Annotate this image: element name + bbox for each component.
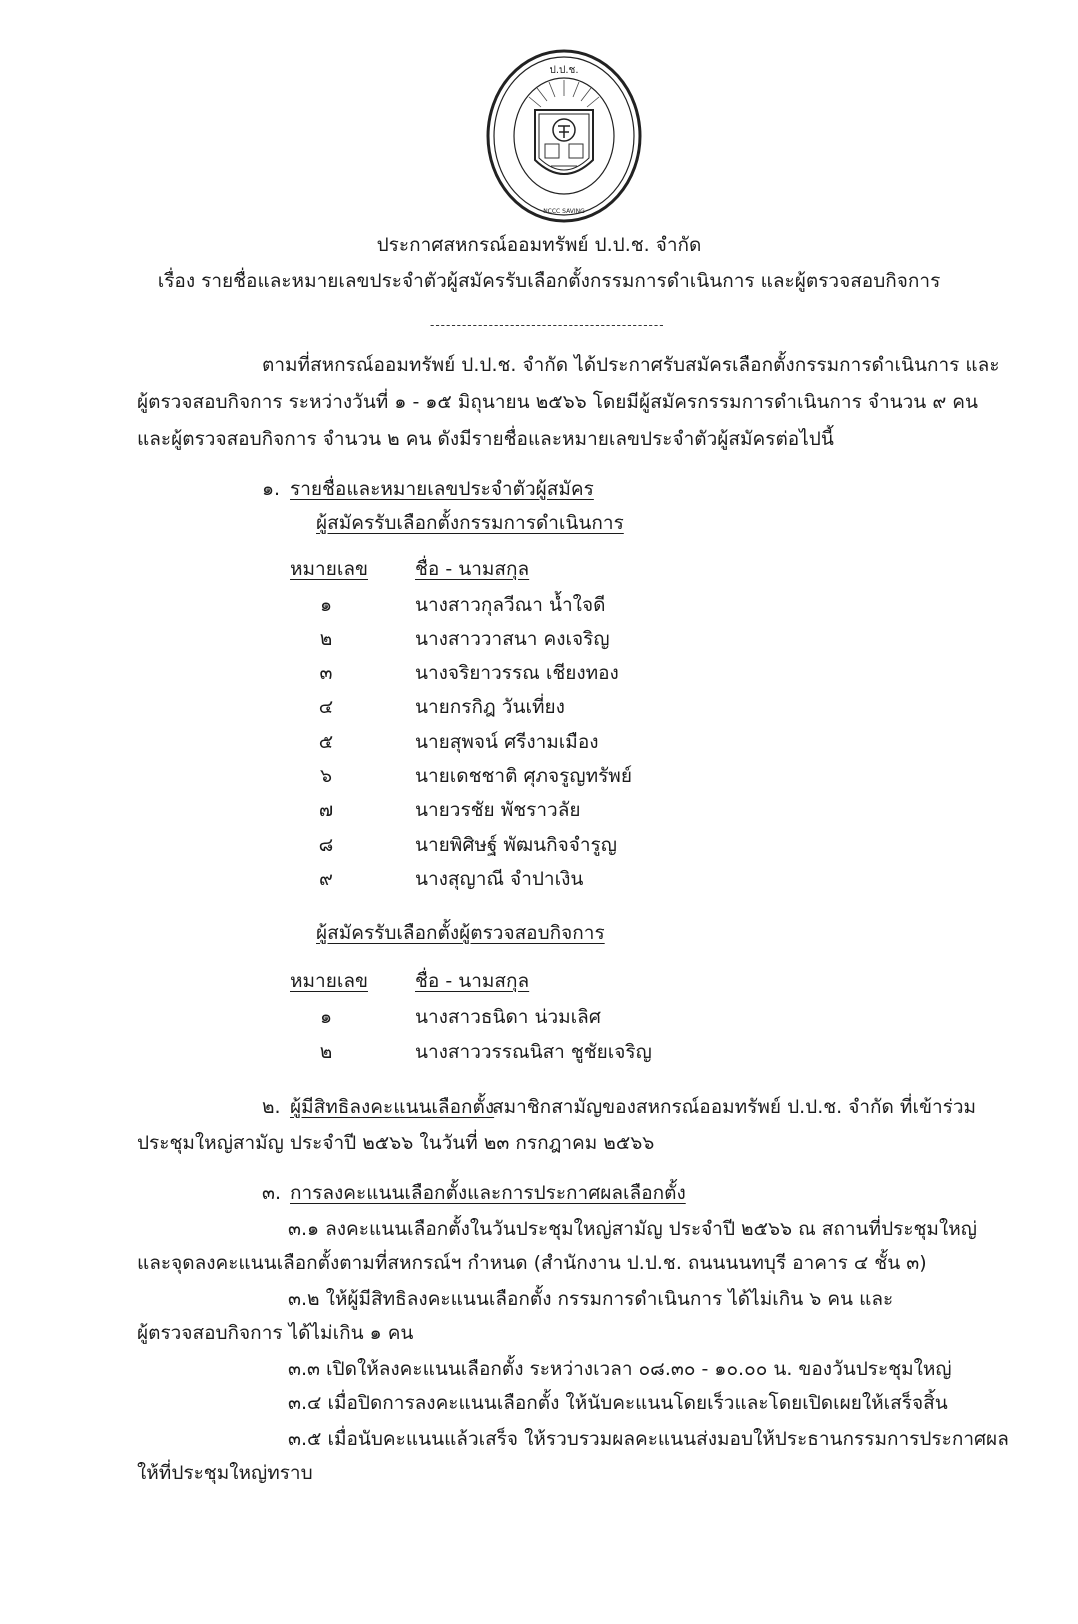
announcement-title: ประกาศสหกรณ์ออมทรัพย์ ป.ป.ช. จำกัด [376,234,702,256]
section3-item-2b: ผู้ตรวจสอบกิจการ ได้ไม่เกิน ๑ คน [137,1322,414,1344]
candidate-name: นายพิศิษฐ์ พัฒนกิจจำรูญ [415,834,617,856]
candidate-name: นางสุญาณี จำปาเงิน [415,868,584,890]
section2-heading: ผู้มีสิทธิลงคะแนนเลือกตั้ง [290,1096,495,1118]
section2-number: ๒. [262,1096,281,1118]
section3-number: ๓. [262,1182,282,1204]
section2-text-1: สมาชิกสามัญของสหกรณ์ออมทรัพย์ ป.ป.ช. จำกัด ที่เข้าร่วม [492,1096,977,1118]
section1-number: ๑. [262,478,281,500]
section3-item-3: ๓.๓ เปิดให้ลงคะแนนเลือกตั้ง ระหว่างเวลา ๐๘.๓๐ - ๑๐.๐๐ น. ของวันประชุมใหญ่ [288,1358,952,1380]
auditor-col-name: ชื่อ - นามสกุล [415,970,530,992]
candidate-name: นายวรชัย พัชราวลัย [415,799,581,821]
candidate-number: ๒ [319,1041,333,1063]
candidate-number: ๖ [319,765,333,787]
board-col-number: หมายเลข [290,558,368,580]
header-divider: -------------------------------------------- [430,318,665,332]
candidate-number: ๓ [319,662,333,684]
board-col-name: ชื่อ - นามสกุล [415,558,530,580]
candidate-name: นายสุพจน์ ศรีงามเมือง [415,731,599,753]
candidate-number: ๘ [318,834,334,856]
auditor-col-number: หมายเลข [290,970,368,992]
section3-item-5b: ให้ที่ประชุมใหญ่ทราบ [137,1462,313,1484]
section3-item-2a: ๓.๒ ให้ผู้มีสิทธิลงคะแนนเลือกตั้ง กรรมการดำเนินการ ได้ไม่เกิน ๖ คน และ [288,1288,894,1310]
candidate-number: ๑ [319,1006,333,1028]
candidate-number: ๙ [319,868,333,890]
candidate-name: นางสาวธนิดา น่วมเลิศ [415,1006,601,1028]
board-candidates-heading: ผู้สมัครรับเลือกตั้งกรรมการดำเนินการ [316,512,624,534]
section3-heading: การลงคะแนนเลือกตั้งและการประกาศผลเลือกตั้ง [290,1182,686,1204]
section3-item-1a: ๓.๑ ลงคะแนนเลือกตั้งในวันประชุมใหญ่สามัญ ประจำปี ๒๕๖๖ ณ สถานที่ประชุมใหญ่ [288,1218,977,1240]
svg-text:ป.ป.ช.: ป.ป.ช. [549,65,579,76]
intro-line-3: และผู้ตรวจสอบกิจการ จำนวน ๒ คน ดังมีรายชื่อและหมายเลขประจำตัวผู้สมัครต่อไปนี้ [137,428,834,450]
candidate-number: ๔ [318,696,334,718]
candidate-name: นางสาววรรณนิสา ชูชัยเจริญ [415,1041,652,1063]
candidate-name: นางสาววาสนา คงเจริญ [415,628,610,650]
candidate-number: ๗ [318,799,334,821]
candidate-number: ๑ [319,594,333,616]
section3-item-4: ๓.๔ เมื่อปิดการลงคะแนนเลือกตั้ง ให้นับคะแนนโดยเร็วและโดยเปิดเผยให้เสร็จสิ้น [288,1392,948,1414]
auditor-candidates-heading: ผู้สมัครรับเลือกตั้งผู้ตรวจสอบกิจการ [316,922,605,944]
section3-item-5a: ๓.๕ เมื่อนับคะแนนแล้วเสร็จ ให้รวบรวมผลคะแนนส่งมอบให้ประธานกรรมการประกาศผล [288,1428,1009,1450]
section1-heading: รายชื่อและหมายเลขประจำตัวผู้สมัคร [290,478,594,500]
candidate-number: ๕ [318,731,334,753]
candidate-name: นางสาวกุลวีณา น้ำใจดี [415,594,606,616]
section3-item-1b: และจุดลงคะแนนเลือกตั้งตามที่สหกรณ์ฯ กำหนด (สำนักงาน ป.ป.ช. ถนนนนทบุรี อาคาร ๔ ชั้น ๓) [137,1252,927,1274]
candidate-name: นายกรกิฎ วันเที่ยง [415,696,565,718]
candidate-name: นางจริยาวรรณ เชียงทอง [415,662,619,684]
candidate-number: ๒ [319,628,333,650]
intro-line-1: ตามที่สหกรณ์ออมทรัพย์ ป.ป.ช. จำกัด ได้ประกาศรับสมัครเลือกตั้งกรรมการดำเนินการ และ [262,354,1000,376]
announcement-subject: เรื่อง รายชื่อและหมายเลขประจำตัวผู้สมัครรับเลือกตั้งกรรมการดำเนินการ และผู้ตรวจสอบกิจการ [157,270,941,292]
cooperative-seal-logo [485,48,643,224]
section2-text-2: ประชุมใหญ่สามัญ ประจำปี ๒๕๖๖ ในวันที่ ๒๓ กรกฎาคม ๒๕๖๖ [137,1132,655,1154]
intro-line-2: ผู้ตรวจสอบกิจการ ระหว่างวันที่ ๑ - ๑๕ มิถุนายน ๒๕๖๖ โดยมีผู้สมัครกรรมการดำเนินการ จำนวน ๙ คน [137,391,978,413]
candidate-name: นายเดชชาติ ศุภจรูญทรัพย์ [415,765,632,787]
svg-text:NCCC SAVING: NCCC SAVING [543,208,585,215]
